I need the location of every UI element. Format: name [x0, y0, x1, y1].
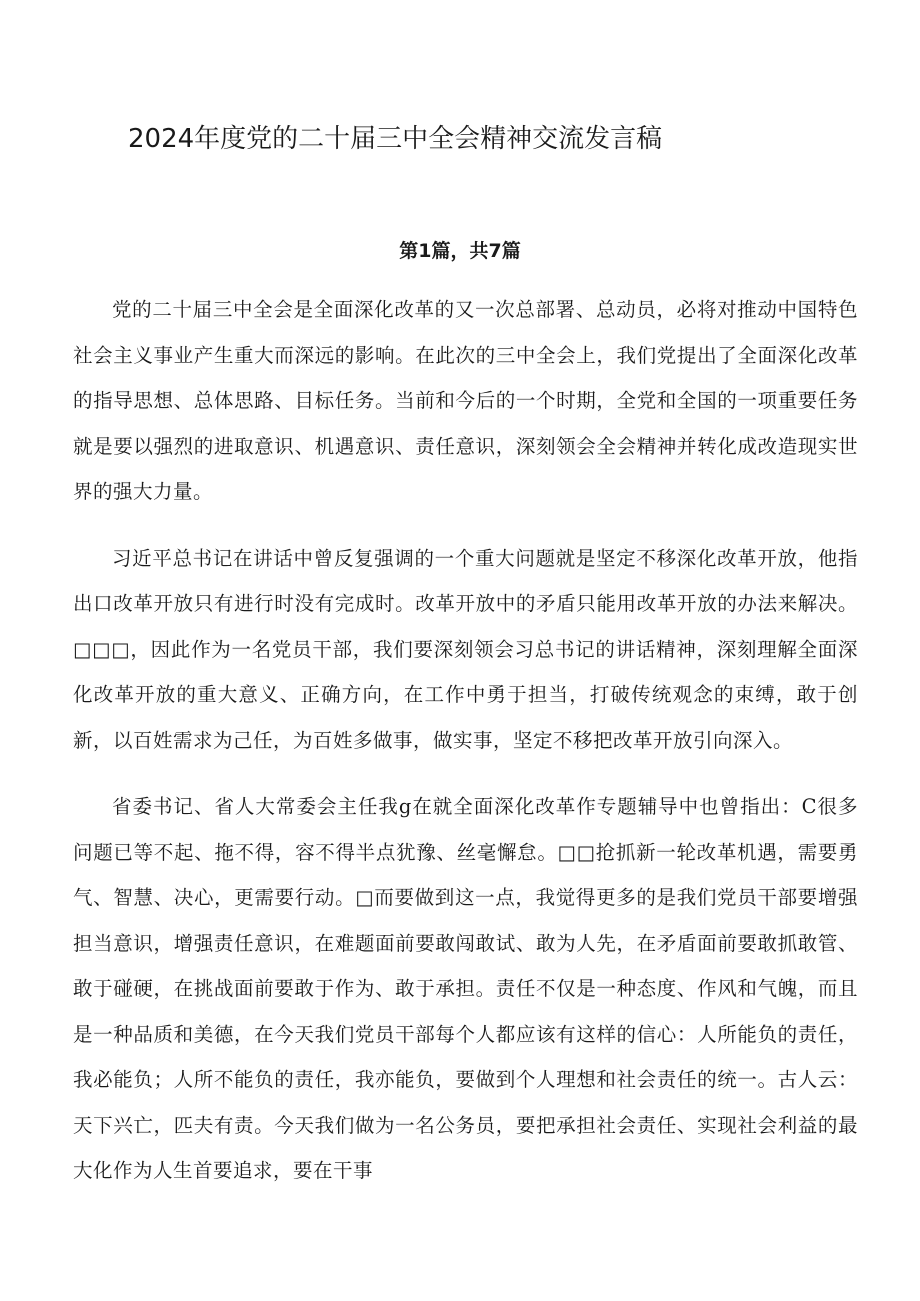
document-body: [73, 287, 858, 1215]
paragraph: 党的二十届三中全会是全面深化改革的又一次总部署、总动员，必将对推动中国特色社会主义事业产生重大而深远的影响。在此次的三中全会上，我们党提出了全面深化改革的指导思想、总体思路、目标任务。当前和今后的一个时期，全党和全国的一项重要任务就是要以强烈的进取意识、机遇意识、责任意识，深刻领会全会精神并转化成改造现实世界的强大力量。: [73, 298, 858, 503]
document-title: 2024年度党的二十届三中全会精神交流发言稿: [128, 124, 663, 154]
document-subtitle: 第1篇，共7篇: [399, 240, 521, 262]
paragraph: 习近平总书记在讲话中曾反复强调的一个重大问题就是坚定不移深化改革开放，他指出口改革开放只有进行时没有完成时。改革开放中的矛盾只能用改革开放的办法来解决。□□□，因此作为一名党员干部，我们要深刻领会习总书记的讲话精神，深刻理解全面深化改革开放的重大意义、正确方向，在工作中勇于担当，打破传统观念的束缚，敢于创新，以百姓需求为己任，为百姓多做事，做实事，坚定不移把改革开放引向深入。: [73, 546, 858, 752]
paragraph: 省委书记、省人大常委会主任我g在就全面深化改革作专题辅导中也曾指出：C很多问题已等不起、拖不得，容不得半点犹豫、丝毫懈怠。□□抢抓新一轮改革机遇，需要勇气、智慧、决心，更需要行动。□而要做到这一点，我觉得更多的是我们党员干部要增强担当意识，增强责任意识，在难题面前要敢闯敢试、敢为人先，在矛盾面前要敢抓敢管、敢于碰硬，在挑战面前要敢于作为、敢于承担。责任不仅是一种态度、作风和气魄，而且是一种品质和美德，在今天我们党员干部每个人都应该有这样的信心：人所能负的责任，我必能负；人所不能负的责任，我亦能负，要做到个人理想和社会责任的统一。古人云：天下兴亡，匹夫有责。今天我们做为一名公务员，要把承担社会责任、实现社会利益的最大化作为人生首要追求，要在干事: [73, 795, 858, 1182]
